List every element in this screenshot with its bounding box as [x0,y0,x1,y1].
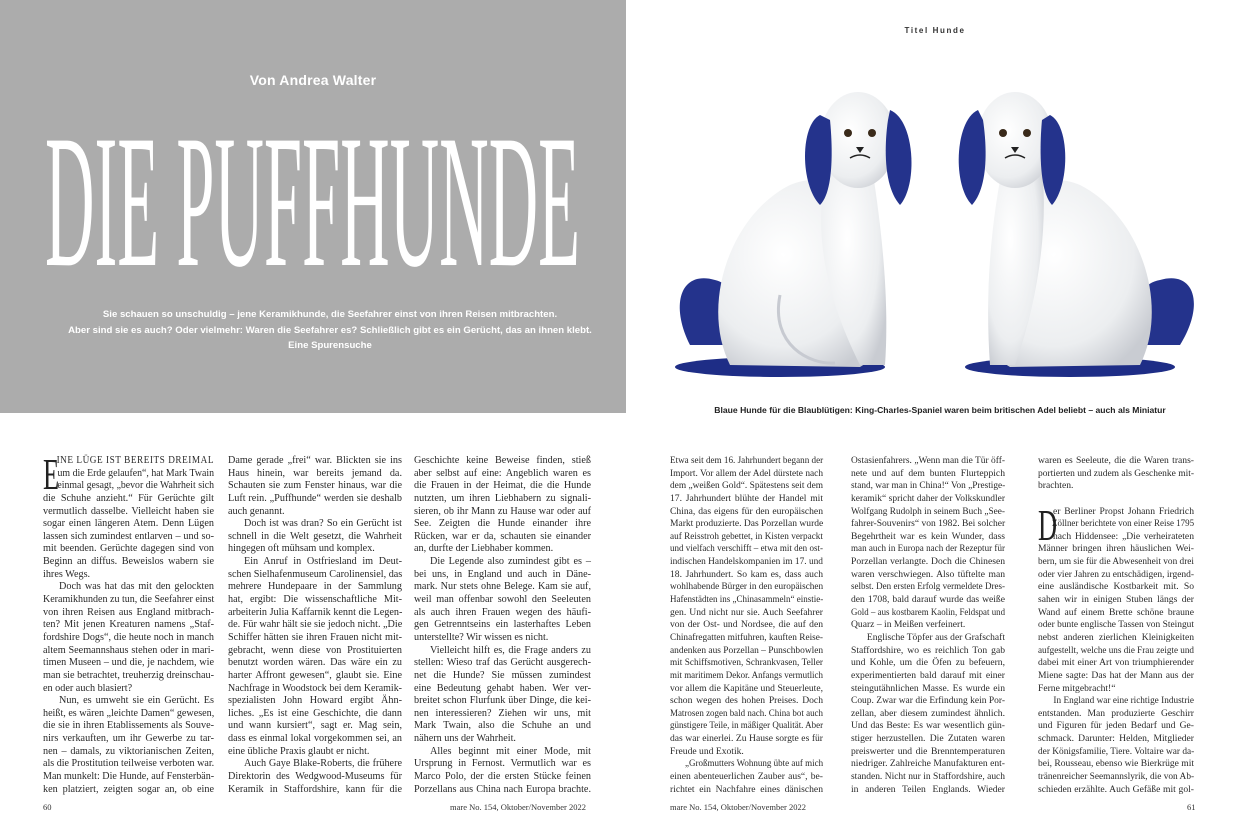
text-column [670,455,823,796]
body-text-line: sogar einen längeren Atem. Denn Lügen [43,518,214,530]
body-text-line: bern, um sie für die Abwesenheit von drei [1038,556,1194,568]
body-text-line: Haus hinein, war bereits jemand da. [228,467,402,479]
body-text-line: aber selbst auf eine: Angeblich waren es [414,467,591,479]
body-text-line: net die Hunde? Sie müssen zumindest [414,669,591,681]
body-text-line: waren es Seeleute, die die Waren trans- [1038,455,1194,466]
body-text-line: günstigere Teile, in mäßiger Qualität. Aber [670,720,824,732]
body-text-line: mit beenden. Gerüchte dagegen sind von [43,543,214,555]
body-text-line: nen interessieren? Ziehen wir uns, mit [414,707,591,719]
body-text-line: Zöllner berichtete von einer Reise 1795 [1052,518,1195,530]
body-text-line: Markt produzierte. Das Porzellan wurde [670,518,824,530]
photo-caption: Blaue Hunde für die Blaublütigen: King-Charles-Spaniel waren beim britischen Adel beliebt – auch als Miniatur [714,405,1166,415]
body-text-line: den 1708, bald darauf wurde das weiße [851,594,1005,606]
text-column [43,450,215,796]
body-text-line: entstanden. Man produzierte Geschirr [1038,707,1194,719]
body-text-line: Nun, es umweht sie ein Gerücht. Es [59,695,214,707]
body-text-line: stellen: Wieso traf das Gerücht ausgerech- [414,657,591,669]
text-column [1038,455,1194,796]
body-text-line: Chinafregatten mitfuhren, kauften Reise- [670,631,823,643]
body-text-line: Porzellan verlangte. Doch die Chinesen [851,556,1005,568]
body-text-line: arbeiterin Julia Kaffarnik kennt die Legen- [228,606,403,618]
body-text-line: de. Für wahr hält sie sie jedoch nicht. „Die [228,619,403,631]
body-text-line: mit Schiffsmotiven, Schrankvasen, Teller [670,657,823,669]
body-text-line: Freude und Exotik. [670,745,744,757]
body-text-line: dem „weißen Gold“. Spätestens seit dem [670,480,823,492]
body-text-line: Luft rein. „Puffhunde“ werden sie deshalb [228,492,402,504]
body-text-line: und Figuren für jeden Bedarf und Ge- [1038,720,1194,732]
body-text-line: Rücken, war er da, schauten sie einander [414,530,591,542]
body-text-line: In England war eine richtige Industrie [1053,695,1194,707]
body-text-line: fahrer-Souvenirs“ von 1982. Bei solcher [851,518,1006,530]
body-text-line: und Kohle, um die Öfen zu befeuern, [851,657,1005,669]
body-text-line: Beginn an diffus. Beweislos wabern sie [43,556,214,568]
body-text-line: experimentierten bald darauf mit einer [851,669,1005,681]
body-text-line: harter Affront gewesen“, glaubt sie. Eine [228,669,402,681]
body-text-line: sahen wir in einigen Stuben längs der [1038,594,1194,606]
body-text-line: dass es einmal lokal vorgekommen sei, an [228,733,402,745]
body-text-line: Man munkelt: Die Hunde, auf Fensterbän- [43,771,215,783]
body-text-line: selbst. Den ersten Erfolg vermeldete Dres- [851,581,1005,593]
body-text-line: ken platziert, zeigten sogar an, ob eine [43,783,214,795]
body-text-line: schieden erzählte. Auch Gefäße mit gol- [1038,783,1194,795]
body-text-line: See. Zeigten die Hunde einander ihre [414,518,591,530]
body-text-line: Doch was hat das mit den gelockten [59,581,214,593]
body-text-line: Marco Polo, der die ersten Stücke feinen [414,771,591,783]
body-text-line: nutzten, um ihren Liebhabern zu signali- [414,492,591,504]
body-text-line: Die Legende also zumindest gibt es – [430,556,591,568]
body-text-line: andenken aus Porzellan – Punschbowlen [670,644,824,656]
body-text-line: mark. Nur stets ohne Belege. Kam sie auf, [414,581,591,593]
body-text-line: nen – damals, zu viktorianischen Zeiten, [43,745,214,757]
body-text-line: auf Reisstroh gebettet, in Kisten verpackt [670,530,823,542]
body-text-line: als auch ihren Frauen wegen des häufi- [414,606,591,618]
body-text-line: man auch in Europa nach der Rezeptur für [851,543,1005,555]
body-text-line: einen abenteuerlichen Zauber aus“, be- [670,771,823,783]
byline: Von Andrea Walter [249,72,377,88]
body-text-line: ten? Mit jenen Kreaturen namens „Staf- [43,619,214,631]
body-text-line: oder vier Jahren zu entschädigen, irgend- [1038,568,1195,580]
body-text-line: waren verschwiegen. Also tüftelte man [851,568,1005,580]
standfirst [40,307,620,354]
body-text-line: nirs verkauften, um ihr Gewerbe zu tar- [43,733,214,745]
body-text-line: Gold – aus kostbarem Kaolin, Feldspat und [851,606,1005,618]
body-text-line: Alles beginnt mit einer Mode, mit [430,745,591,757]
body-text-line: en oder auch blasiert? [43,682,133,694]
headline-text: DIE PUFFHUNDE [45,120,580,280]
body-text-line: ihres Wegs. [43,568,91,580]
body-text-line: Vielleicht hilft es, die Frage anders zu [430,644,591,656]
body-text-line: Auch Gaye Blake-Roberts, die frühere [244,758,402,770]
body-text-line: Ursprung in Fernost. Vermutlich war es [414,758,591,770]
body-text-line: sieren, ob ihr Mann zu Hause war oder auf [414,505,591,517]
standfirst-line: Sie schauen so unschuldig – jene Keramikhunde, die Seefahrer einst von ihren Reisen mitbrachten. [102,309,558,320]
body-text-line: von der Ost- und Nordsee, die auf den [670,619,823,631]
drop-cap: D [1038,500,1058,550]
left-dog-figure [675,92,911,377]
body-text-line: liches. „Es ist eine Geschichte, die dann [228,707,402,719]
body-text-line: man sie betrachtet, treuherzig dreinschau- [43,669,214,681]
body-text-line: als die Prostitution teilweise verboten war. [43,758,215,770]
body-text-line: schnell in die Welt gesetzt, die Wahrheit [228,530,402,542]
body-text-line: zellan, aber diesem zumindest ähnlich. [851,707,1005,719]
body-text-line: stiger herzustellen. Die Zutaten waren [851,733,1005,745]
body-text-line: Ein Anruf in Ostfriesland im Deut- [244,556,402,568]
body-text-line: Keramik in Staffordshire, kann für die [228,783,402,795]
body-text-line: mehrere Hundepaare in der Sammlung [228,581,402,593]
headline [0,120,626,280]
body-text-line: hingegen oft mühsam und komplex. [228,543,375,555]
body-text-line: er Berliner Propst Johann Friedrich [1053,505,1194,517]
section-rubric: Titel Hunde [904,26,966,35]
body-text-line: Quarz – in Meißen verfeinert. [851,619,966,631]
body-text-line: die Schuhe anzieht.“ Für Gerüchte gilt [43,492,214,504]
body-text-line: wohlhabende Bürger in den europäischen [670,581,824,593]
body-text-line: nebst anderen zierlichen Kleinigkeiten [1038,631,1194,643]
body-text-line: China, das eigens für den europäischen [670,505,823,517]
body-text-line: breitet schon Flurfunk über Dinge, die kei- [414,695,591,707]
body-text-line: eine Bedeutung gehabt haben. Wer ver- [414,682,591,694]
body-text-line: Wand auf einem Brette schöne braune [1038,606,1194,618]
body-text-line: Mark Twain, also die Schuhe an und [414,720,591,732]
body-text-line: Staffordshire, wo es reichlich Ton gab [851,644,1005,656]
body-text-line: richtet ein Nachfahre eines dänischen [670,783,823,795]
body-text-line: und vielfach verschifft – etwa mit den ost- [670,543,823,555]
standfirst-line: Eine Spurensuche [288,340,372,351]
body-text-line: Schauten sie zum Fenster hinaus, war die [228,480,402,492]
body-text-line: portierten und zudem als Geschenke mit- [1038,467,1194,479]
body-text-line: Englische Töpfer aus der Grafschaft [866,631,1005,643]
body-text-line: Männer bringen ihren häuslichen Wei- [1038,543,1194,555]
body-text-line: die sie in ihren Etablissements als Souve- [43,720,214,732]
body-text-line: 17. Jahrhundert blühte der Handel mit [670,492,823,504]
body-text-line: hat, ergibt: Die wissenschaftliche Mit- [228,594,402,606]
body-text-line: mit maritimem Dekor. Anfangs vermutlich [670,669,823,681]
text-column [228,455,402,796]
body-text-line: aufgestellt, welche uns die Frau zeigte und [1038,644,1194,656]
body-text-line: „Großmutters Wohnung übte auf mich [685,758,824,770]
body-text-line: auch genannt. [228,505,285,517]
body-text-line: dabei mit einer Art von triumphierender [1038,657,1194,669]
body-text-line: schmack. Darunter: Helden, Mitglieder [1038,733,1194,745]
body-text-line: indischen Handelskompanien im 17. und [670,556,823,568]
page-number-left: 60 [43,802,52,812]
body-text-line: tränenreicher Seemannslyrik, die von Ab- [1038,771,1195,783]
body-text-line: bei, Rousseau, ebenso wie Bierkrüge mit [1038,758,1194,770]
issue-footer-left: mare No. 154, Oktober/November 2022 [450,802,586,812]
body-text-line: eine ausländische Kostbarkeit mit. So [1038,581,1194,593]
right-dog-figure [959,92,1194,377]
body-text-line: schon wegen des hohen Preises. Doch [670,695,823,707]
body-text-line: heißt, es wären „leichte Damen“ gewesen, [43,707,215,719]
body-text-line: keramik“ spricht daher der Volkskundler [851,492,1005,504]
body-text-line: das war einerlei. Zu Hause sorgte es für [670,733,823,745]
body-text-line: 18. Jahrhundert. So kam es, dass auch [670,568,823,580]
porcelain-dogs-photo [660,45,1210,390]
body-text-line: vermutlich dasselbe. Vielleicht haben sie [43,505,214,517]
body-text-line: die Frauen in der Heimat, die die Hunde [414,480,591,492]
body-text-line: spezialisten John Howard ergibt Ähn- [228,695,402,707]
body-text-line: preiswerter und die Brenntemperaturen [851,745,1005,757]
body-text-line: Import. Vor allem der Adel dürstete nach [670,467,823,479]
body-text-line: Doch ist was dran? So ein Gerücht ist [244,518,402,530]
body-text-line: Coup. Zwar war die Erfindung kein Por- [851,695,1005,707]
body-text-line: Ferne mitgebracht!“ [1038,682,1116,694]
body-text-line: brachten. [1038,480,1074,492]
body-text-line: einmal gesagt, „bevor die Wahrheit sich [57,480,214,492]
body-text-line: INE LÜGE IST BEREITS DREIMAL [56,455,214,466]
body-text-line: eine übliche Praxis glaubt er nicht. [228,745,370,757]
body-text-line: nete und auf dem bunten Flurteppich [851,467,1005,479]
body-text-line: Miene sagte: Das hat der Mann aus der [1038,669,1194,681]
body-text-line: um die Erde gelaufen“, hat Mark Twain [57,467,215,479]
body-text-line: Porzellans aus China nach Europa brachte. [414,783,591,795]
issue-footer-right: mare No. 154, Oktober/November 2022 [670,802,806,812]
body-text-line: Keramikhunden zu tun, die Seefahrer einst [43,594,215,606]
body-text-line: bei uns, in England und auch in Däne- [414,568,591,580]
body-text-line: Etwa seit dem 16. Jahrhundert begann der [670,455,824,466]
body-text-line: Begehrtheit war es kein Wunder, dass [851,530,1005,542]
body-text-line: Schiffer hätten sie ihren Frauen nicht mit- [228,631,402,643]
body-text-line: Und das Beste: Es war wesentlich gün- [851,720,1005,732]
body-text-line: benutzt worden wären. Das wäre ein zu [228,657,402,669]
page-number-right: 61 [1187,802,1196,812]
body-text-line: Ostasienfahrers. „Wenn man die Tür öff- [851,455,1005,466]
body-text-line: der Königsfamilie, Tiere. Voltaire war da- [1038,745,1195,757]
body-text-line: Dame gerade „frei“ war. Blickten sie ins [228,455,402,466]
body-text-line: an, durfte der Liebhaber kommen. [414,543,554,555]
body-text-line: steingutähnlichen Masse. Es wurde ein [851,682,1005,694]
body-text-line: unterstellte? Wir wissen es nicht. [414,631,549,643]
body-text-line: und wann kursiert“, sagt er. Mag sein, [228,720,402,732]
body-text-line: vor allem die Kapitäne und Steuerleute, [670,682,823,694]
body-text-line: standen. Nicht nur in Staffordshire, auch [851,771,1005,783]
body-text-line [1038,493,1194,506]
body-text-line: fordshire Dogs“, die heute noch in manch [43,631,214,643]
body-text-line: von ihren Reisen aus England mitbrach- [43,606,214,618]
body-text-line: nähern uns der Wahrheit. [414,733,516,745]
body-text-line: Matrosen zogen bald nach. China bot auch [670,707,823,719]
body-text-line: stand, war man in China!“ Von „Prestige- [851,480,1006,492]
text-column [851,455,1005,796]
standfirst-line: Aber sind sie es auch? Oder vielmehr: Waren die Seefahrer es? Schließlich gibt es ein Gerücht, das an ihnen klebt. [68,324,592,336]
body-text-line: oder bunte englische Tassen von Steingut [1038,619,1194,631]
body-text-line: nach Hiddensee: „Die verheirateten [1053,530,1194,542]
body-text-line: gen Getrenntseins ein lasterhaftes Leben [414,619,591,631]
body-text-line: altem Seemannshaus stehen oder in mari- [43,644,214,656]
body-text-line: niedriger. Zahlreiche Manufakturen ent- [851,758,1005,770]
body-text-line: gen. Und nicht nur sie. Auch Seefahrer [670,606,823,618]
body-text-line: gebracht, wenn diese von Prostituierten [228,644,402,656]
drop-cap: E [43,450,60,499]
body-text-line: Hafenstädten ins „Chinasammeln“ einstie- [670,594,824,606]
text-column [414,455,591,796]
body-text-line: Wolfgang Rudolph in seinem Buch „See- [851,505,1005,517]
body-text-line: schen Sielhafenmuseum Carolinensiel, das [228,568,403,580]
body-text-line: in anderen Teilen Englands. Wieder [851,783,1005,795]
body-text-line: lassen sich zumindest entlarven – und so- [43,530,214,542]
body-text-line: Direktorin des Wedgwood-Museums für [228,771,402,783]
body-text-line: Nachfrage in Woodstock bei dem Keramik- [228,682,402,694]
body-text-line: Geschichte keine Beweise finden, stieß [414,455,591,466]
body-text-line: timen Museen – und die, je nachdem, wie [43,657,214,669]
body-text-line: weil man offenbar sowohl den Seeleuten [414,594,591,606]
